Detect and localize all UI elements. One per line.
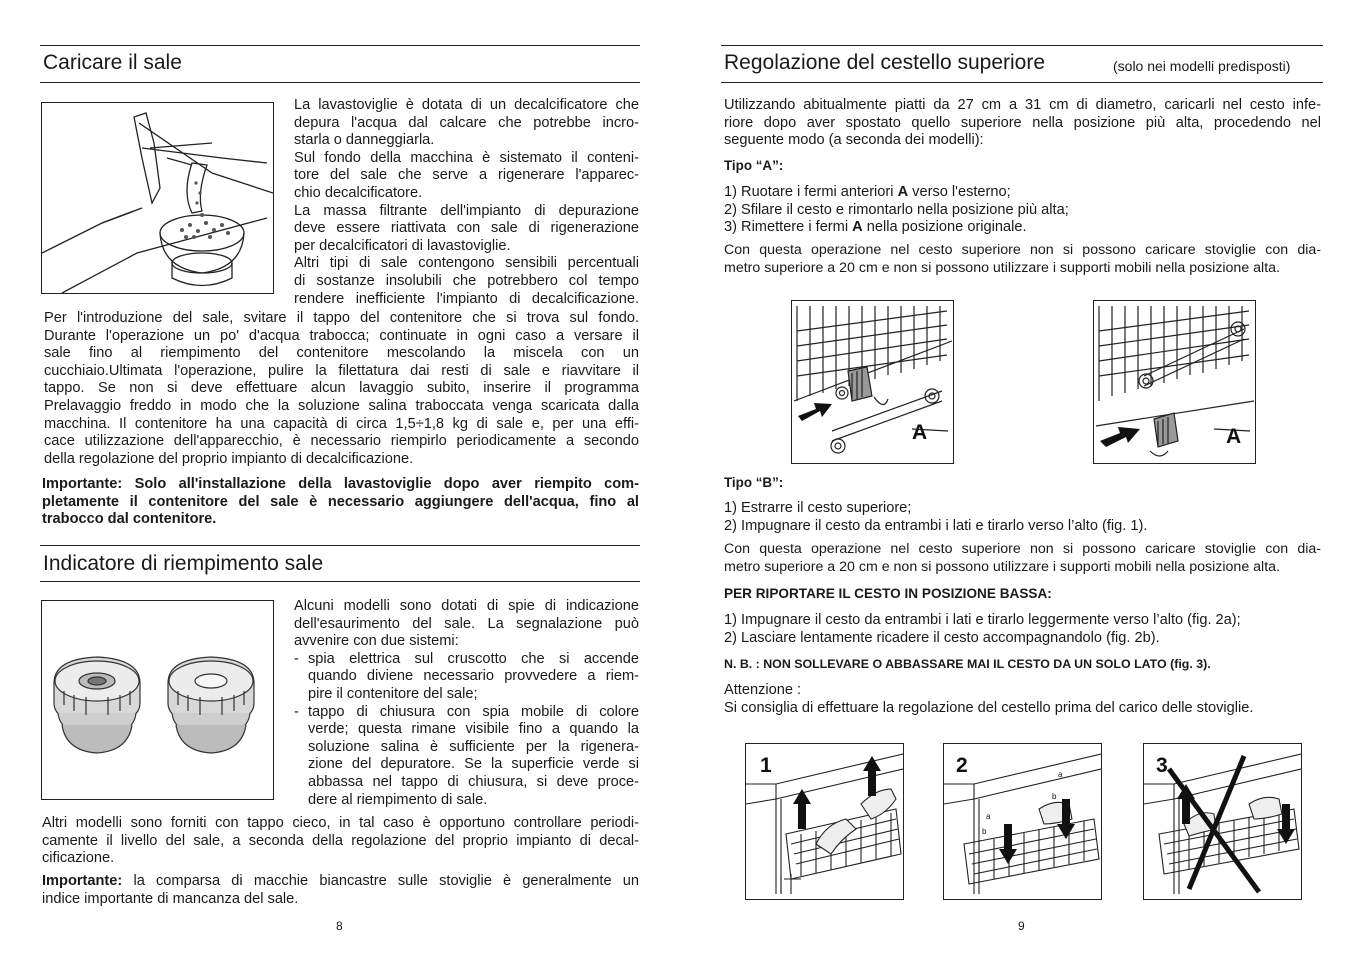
note-line: Con questa operazione nel cesto superiore non si possono caricare stoviglie con dia- <box>724 242 1321 258</box>
note-line: Con questa operazione nel cesto superiore non si possono caricare stoviglie con dia- <box>724 541 1321 557</box>
salt-side-line: Sul fondo della macchina è sistemato il conteni- <box>294 149 639 166</box>
salt-side-line: per decalcificatori di lavastoviglie. <box>294 237 511 254</box>
indicator-full-line: camente il livello del sale, a seconda della regolazione del proprio impianto di decal- <box>42 832 639 849</box>
salt-important-line: trabocco dal contenitore. <box>42 511 217 528</box>
salt-side-line: di sostanze insolubili che potrebbero col tempo <box>294 272 639 289</box>
note-line: metro superiore a 20 cm e non si possono utilizzare i supporti mobili nella posizione alta. <box>724 558 1280 575</box>
step-bold: A <box>852 219 863 236</box>
salt-full-line: Prelavaggio freddo in modo che la soluzione salina traboccata venga scaricata dalla <box>44 397 639 414</box>
tipo-b-step: 2) Impugnare il cesto da entrambi i lati e tirarlo verso l’alto (fig. 1). <box>724 517 1148 534</box>
step-text: 3) Rimettere i fermi <box>724 219 853 236</box>
salt-side-line: La lavastoviglie è dotata di un decalcificatore che <box>294 97 639 113</box>
tipo-a-step-2: 2) Sfilare il cesto e rimontarlo nella posizione più alta; <box>724 201 1069 218</box>
step-text: nella posizione originale. <box>862 219 1027 236</box>
low-position-steps <box>724 612 1321 647</box>
fig-number-1: 1 <box>760 754 772 777</box>
tipo-b-note <box>724 541 1321 576</box>
salt-side-line: depura l'acqua dal calcare che potrebbe incro- <box>294 114 639 131</box>
bullet-line: quando diviene necessario provvedere a riem- <box>308 668 639 685</box>
fig-number-2: 2 <box>956 754 968 777</box>
fig-mark: b <box>1052 792 1057 801</box>
top-rule-left <box>40 45 640 46</box>
step-bold: A <box>897 184 909 200</box>
tipo-a-figure-2 <box>1093 300 1256 464</box>
top-rule-indicator <box>40 545 640 546</box>
tipo-a-note <box>724 242 1321 277</box>
bullet-line: soluzione salina è sufficiente per la rigenera- <box>308 738 639 755</box>
salt-full-line: sale fino al riempimento del contenitore mescolando la miscela con un <box>44 345 639 362</box>
page-number-right: 9 <box>1018 919 1025 933</box>
low-step: 1) Impugnare il cesto da entrambi i lati e tirarlo leggermente verso l’alto (fig. 2a); <box>724 612 1241 628</box>
salt-full-text <box>44 310 639 468</box>
section-title-indicator: Indicatore di riempimento sale <box>43 552 324 575</box>
salt-side-text <box>294 97 639 308</box>
fig-mark: a <box>986 812 991 821</box>
indicator-side-line: avvenire con due sistemi: <box>294 633 459 650</box>
indicator-full-text <box>42 815 639 868</box>
bullet-line: pire il contenitore del sale; <box>308 685 478 702</box>
step-text: verso l'esterno; <box>908 184 1011 200</box>
tipo-a-heading: Tipo “A”: <box>724 158 784 173</box>
low-step: 2) Lasciare lentamente ricadere il cesto accompagnandolo (fig. 2b). <box>724 629 1160 646</box>
tipo-b-heading: Tipo “B”: <box>724 475 784 490</box>
indicator-important-line: indice importante di mancanza del sale. <box>42 890 299 907</box>
indicator-side-text <box>294 598 639 809</box>
basket-figure-1 <box>745 743 904 900</box>
salt-important-note <box>42 476 639 529</box>
bullet-mark: - <box>294 703 299 720</box>
bullet-mark: - <box>294 650 299 667</box>
indicator-side-line: dell'esaurimento del sale. La segnalazione può <box>294 615 639 632</box>
title-rule-salt <box>40 82 640 83</box>
bullet-line: zione del depuratore. Se la superficie verde si <box>308 756 639 773</box>
salt-important-line: pletamente il contenitore del sale è necessario aggiungere dell'acqua, fino al <box>42 493 639 510</box>
salt-caps-illustration <box>41 600 274 800</box>
fig-label-a: A <box>912 421 928 444</box>
salt-side-line: deve essere riattivata con sale di rigenerazione <box>294 220 639 237</box>
indicator-bullet-1 <box>294 651 639 704</box>
intro-line: riore dopo aver spostato quello superiore nella posizione più alta, procedendo nel <box>724 114 1321 131</box>
tipo-b-steps <box>724 500 1321 535</box>
page-number-left: 8 <box>336 919 343 933</box>
note-line: metro superiore a 20 cm e non si possono utilizzare i supporti mobili nella posizione alta. <box>724 259 1280 276</box>
salt-side-line: La massa filtrante dell'impianto di depurazione <box>294 202 639 219</box>
bullet-line: spia elettrica sul cruscotto che si accende <box>308 650 639 667</box>
attention-note <box>724 682 1321 717</box>
title-rule-indicator <box>40 581 640 582</box>
salt-important-line: Importante: Solo all'installazione della lavastoviglie dopo aver riempito com- <box>42 476 639 492</box>
bullet-line: tappo di chiusura con spia mobile di colore <box>308 703 639 720</box>
indicator-side-line: Alcuni modelli sono dotati di spie di indicazione <box>294 598 639 614</box>
attention-text: Si consiglia di effettuare la regolazione del cestello prima del carico delle stoviglie. <box>724 699 1254 716</box>
tipo-b-step: 1) Estrarre il cesto superiore; <box>724 500 912 516</box>
step-text: 1) Ruotare i fermi anteriori <box>724 184 898 200</box>
salt-side-line: Altri tipi di sale contengono sensibili percentuali <box>294 255 639 272</box>
salt-side-line: rendere inefficiente l'impianto di decalcificazione. <box>294 290 639 307</box>
salt-side-line: starla o danneggiarla. <box>294 132 435 149</box>
important-label: Importante: <box>42 873 123 889</box>
salt-full-line: cace utilizzazione dell'apparecchio, è necessario riempirlo periodicamente a secondo <box>44 433 639 450</box>
salt-side-line: tore del sale che serve a rigenerare l'apparec- <box>294 167 639 184</box>
title-rule-basket <box>721 82 1323 83</box>
tipo-a-step-3 <box>724 219 1321 237</box>
bullet-line: verde; questa rimane visibile fino a quando la <box>308 721 639 738</box>
basket-figure-2 <box>943 743 1102 900</box>
tipo-a-steps <box>724 184 1321 237</box>
nb-warning: N. B. : NON SOLLEVARE O ABBASSARE MAI IL CESTO DA UN SOLO LATO (fig. 3). <box>724 657 1211 671</box>
intro-line: Utilizzando abitualmente piatti da 27 cm a 31 cm di diametro, caricarli nel cesto infe- <box>724 97 1321 113</box>
indicator-full-line: cificazione. <box>42 850 115 867</box>
bullet-line: abbassa nel tappo di chiusura, si deve proce- <box>308 773 639 790</box>
fig-number-3: 3 <box>1156 754 1168 777</box>
intro-line: seguente modo (a seconda dei modelli): <box>724 132 984 149</box>
basket-figure-3 <box>1143 743 1302 900</box>
salt-full-line: Durante l'operazione un po' d'acqua trabocca; continuate in ogni caso a versare il <box>44 327 639 344</box>
salt-full-line: della regolazione del proprio impianto di decalcificazione. <box>44 450 414 467</box>
attention-label: Attenzione : <box>724 682 802 698</box>
salt-full-line: tappo. Se non si deve effettuare alcun lavaggio subito, inserire il programma <box>44 380 639 397</box>
section-title-note: (solo nei modelli predisposti) <box>1113 58 1291 74</box>
fig-mark: a <box>1058 770 1063 779</box>
salt-full-line: macchina. Il contenitore ha una capacità di circa 1,5÷1,8 kg di sale e, per una effi- <box>44 415 639 432</box>
indicator-important-line <box>42 873 639 891</box>
tipo-a-figure-1 <box>791 300 954 464</box>
low-position-heading: PER RIPORTARE IL CESTO IN POSIZIONE BASSA: <box>724 586 1052 601</box>
salt-full-line: Per l'introduzione del sale, svitare il tappo del contenitore che si trova sul fondo. <box>44 310 639 326</box>
basket-intro-text <box>724 97 1321 150</box>
salt-full-line: cucchiaio.Ultimata l'operazione, pulire la filettatura dai resti di sale e riavvitare il <box>44 362 639 379</box>
salt-side-line: chio decalcificatore. <box>294 184 423 201</box>
section-title-basket: Regolazione del cestello superiore <box>724 51 1046 74</box>
important-text: la comparsa di macchie biancastre sulle stoviglie è generalmente un <box>122 873 639 889</box>
bullet-line: dere al riempimento di sale. <box>308 791 488 808</box>
salt-loading-illustration <box>41 102 274 294</box>
fig-label-a: A <box>1226 425 1242 448</box>
indicator-full-line: Altri modelli sono forniti con tappo cieco, in tal caso è opportuno controllare periodi- <box>42 815 639 831</box>
indicator-important-note <box>42 873 639 908</box>
top-rule-right <box>721 45 1323 46</box>
tipo-a-step-1 <box>724 184 1321 202</box>
section-title-salt: Caricare il sale <box>43 51 182 74</box>
indicator-bullet-2 <box>294 704 639 810</box>
fig-mark: b <box>982 827 987 836</box>
